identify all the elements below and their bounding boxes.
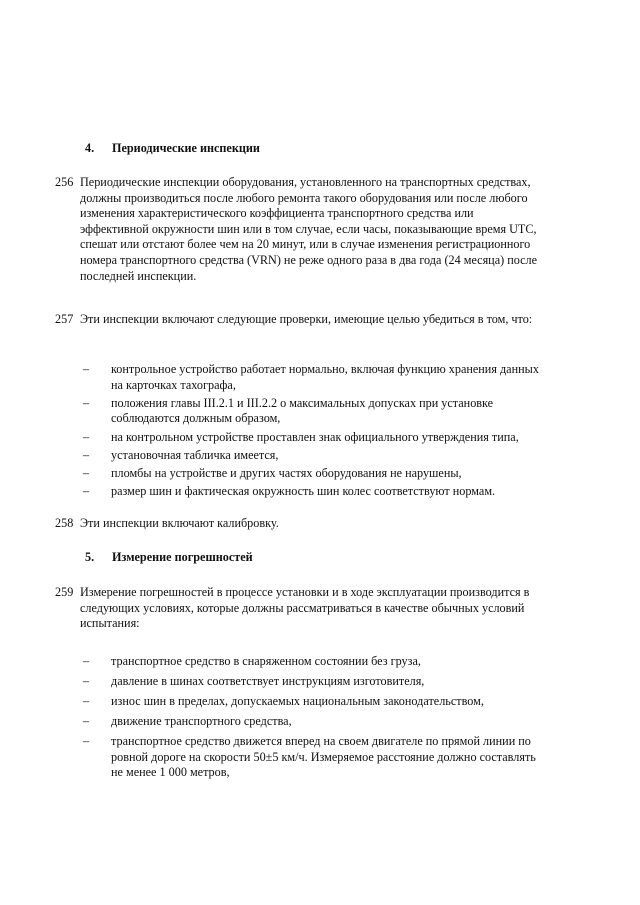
paragraph-number: 257	[55, 312, 74, 326]
list-item-text: размер шин и фактическая окружность шин колес соответствуют нормам.	[111, 484, 496, 499]
list-item-text: давление в шинах соответствует инструкциям изготовителя,	[111, 673, 425, 688]
list-item-text: пломбы на устройстве и других частях оборудования не нарушены,	[111, 465, 462, 480]
list-item	[80, 448, 540, 464]
dash-bullet: –	[83, 673, 90, 688]
list-item-text: транспортное средство движется вперед на своем двигателе по прямой линии по ровной дороге на скорости 50±5 км/ч. Измеряемое расстояние должно составлять не менее 1 000 метров,	[111, 733, 536, 780]
section-title: Измерение погрешностей	[112, 550, 253, 564]
paragraph-text: Периодические инспекции оборудования, установленного на транспортных средствах, должны производиться после любого ремонта такого оборудования или после любого изменения характеристического коэффициента транспортного средства или эффективной окружности шин или в том случае, если часы, показывающие время UTC, спешат или отстают более чем на 20 минут, или в случае изменения регистрационного номера транспортного средства (VRN) не реже одного раза в два года (24 месяца) после последней инспекции.	[80, 175, 538, 283]
paragraph-258	[55, 516, 545, 532]
test-conditions-list	[80, 654, 540, 785]
paragraph-number: 256	[55, 175, 74, 189]
paragraph-text: Эти инспекции включают следующие проверки, имеющие целью убедиться в том, что:	[80, 312, 533, 326]
list-item-text: контрольное устройство работает нормально, включая функцию хранения данных на карточках тахографа,	[111, 362, 539, 392]
dash-bullet: –	[83, 429, 90, 444]
list-item	[80, 484, 540, 500]
section-number: 5.	[85, 550, 95, 564]
dash-bullet: –	[83, 465, 90, 480]
list-item	[80, 714, 540, 730]
list-item	[80, 466, 540, 482]
inspection-checks-list	[80, 362, 540, 502]
dash-bullet: –	[83, 693, 90, 708]
paragraph-number: 259	[55, 585, 74, 599]
list-item-text: износ шин в пределах, допускаемых национальным законодательством,	[111, 693, 484, 708]
paragraph-259	[55, 585, 545, 632]
paragraph-257	[55, 312, 545, 328]
list-item	[80, 654, 540, 670]
list-item	[80, 430, 540, 446]
dash-bullet: –	[83, 484, 90, 499]
paragraph-text: Измерение погрешностей в процессе установки и в ходе эксплуатации производится в следующих условиях, которые должны рассматриваться в качестве обычных условий испытания:	[80, 585, 530, 631]
paragraph-number: 258	[55, 516, 74, 530]
list-item-text: движение транспортного средства,	[111, 713, 292, 728]
list-item-text: на контрольном устройстве проставлен знак официального утверждения типа,	[111, 429, 519, 444]
section-title: Периодические инспекции	[112, 141, 260, 155]
list-item	[80, 396, 540, 427]
dash-bullet: –	[83, 362, 90, 376]
list-item	[80, 734, 540, 781]
dash-bullet: –	[83, 654, 90, 668]
paragraph-text: Эти инспекции включают калибровку.	[80, 516, 279, 530]
dash-bullet: –	[83, 713, 90, 728]
dash-bullet: –	[83, 447, 90, 462]
list-item	[80, 362, 540, 393]
section-number: 4.	[85, 141, 95, 155]
list-item	[80, 674, 540, 690]
list-item-text: положения главы III.2.1 и III.2.2 о максимальных допусках при установке соблюдаются должным образом,	[111, 395, 494, 426]
dash-bullet: –	[83, 395, 90, 410]
list-item-text: установочная табличка имеется,	[111, 447, 279, 462]
paragraph-256	[55, 175, 545, 284]
dash-bullet: –	[83, 733, 90, 748]
list-item-text: транспортное средство в снаряженном состоянии без груза,	[111, 654, 421, 668]
list-item	[80, 694, 540, 710]
